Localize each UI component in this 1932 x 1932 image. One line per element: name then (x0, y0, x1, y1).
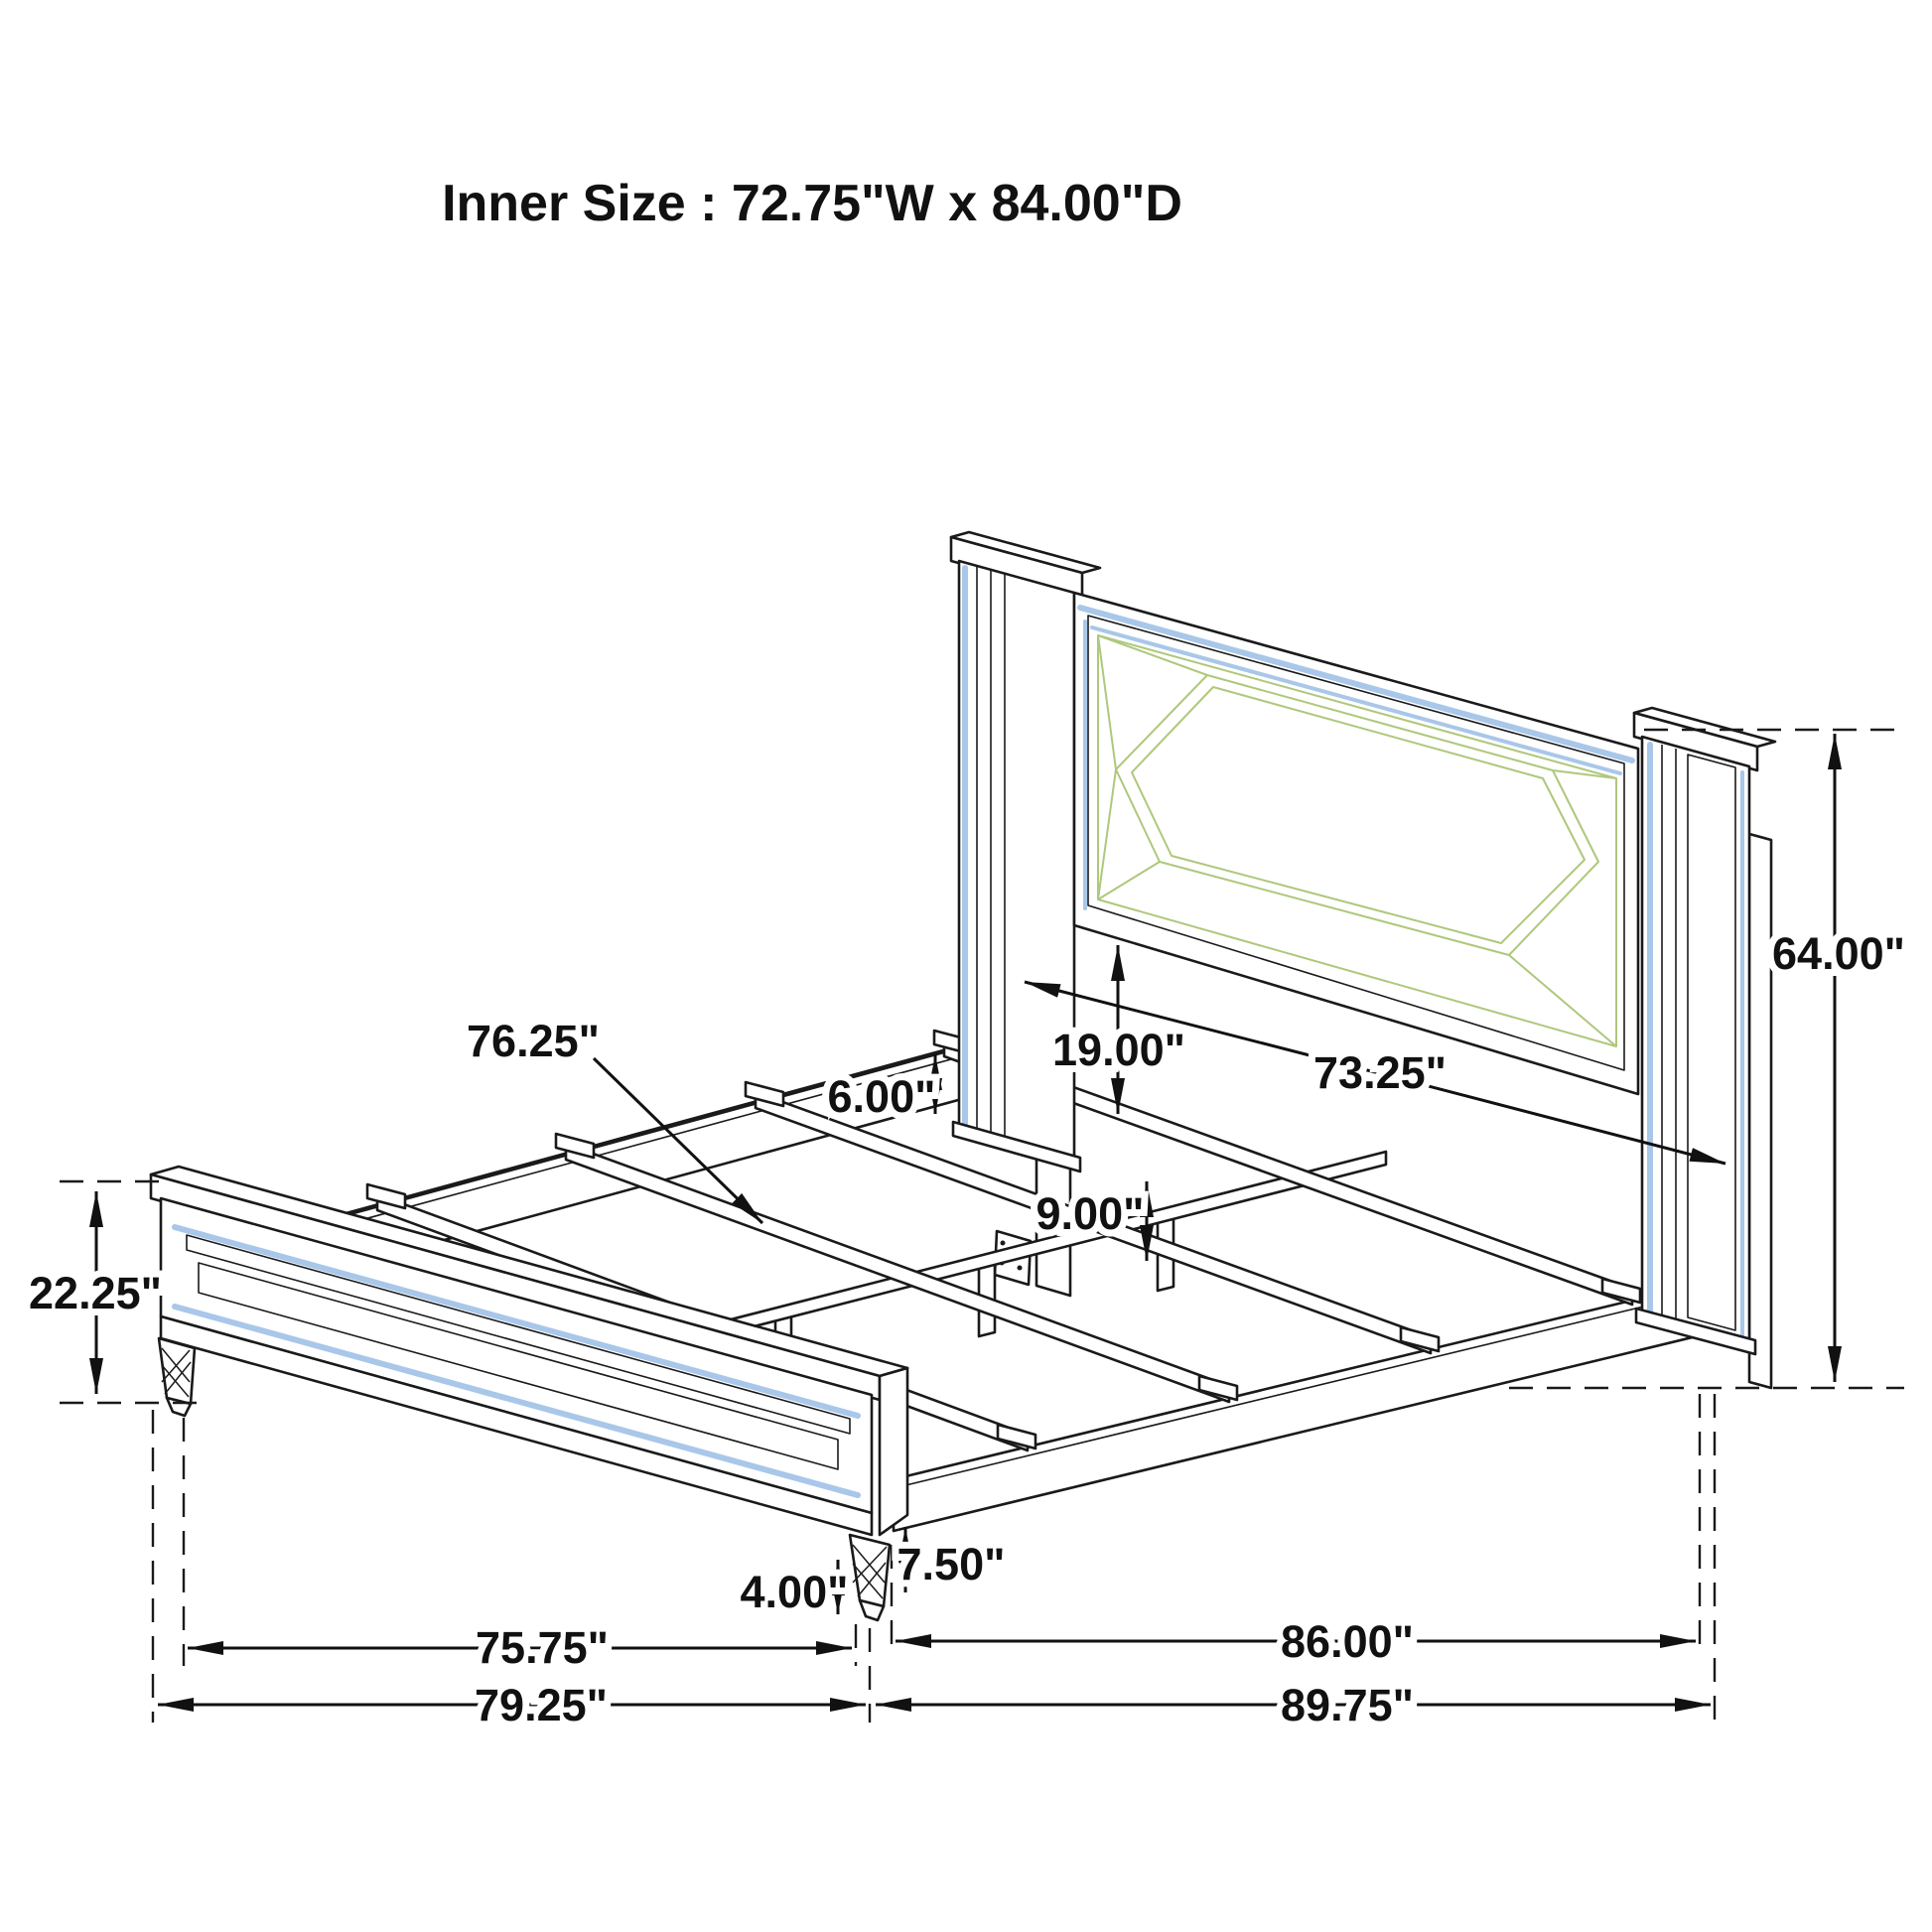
dimension-label-headboard-panel-to-rail: 19.00" (1052, 1025, 1185, 1075)
dimension-label-headboard-width: 73.25" (1313, 1047, 1447, 1098)
dimension-label-foot-height: 4.00" (740, 1567, 849, 1617)
dimension-label-footboard-inner-width: 75.75" (476, 1622, 609, 1673)
headboard-right-leg (1749, 834, 1771, 1388)
footboard-left-foot (159, 1338, 195, 1416)
dimension-label-frame-length: 86.00" (1281, 1616, 1414, 1667)
dimension-label-side-rail-height: 6.00" (827, 1071, 936, 1122)
headboard-panel (1074, 593, 1638, 1094)
dimension-label-headboard-height: 64.00" (1772, 928, 1905, 979)
diagram-title: Inner Size : 72.75"W x 84.00"D (442, 175, 1182, 232)
dimension-label-support-leg-height: 9.00" (1035, 1188, 1145, 1239)
dimension-label-overall-length: 89.75" (1281, 1680, 1414, 1730)
footboard-right-foot (850, 1535, 890, 1620)
dimension-label-footboard-outer-width: 79.25" (475, 1680, 608, 1730)
bed-frame-drawing (151, 532, 1775, 1620)
dimension-label-slat-length: 76.25" (467, 1016, 600, 1066)
dimension-label-footboard-height: 22.25" (29, 1268, 162, 1318)
headboard-right-pillar (1642, 737, 1749, 1344)
dimension-label-frame-floor-clearance: 7.50" (897, 1539, 1006, 1589)
